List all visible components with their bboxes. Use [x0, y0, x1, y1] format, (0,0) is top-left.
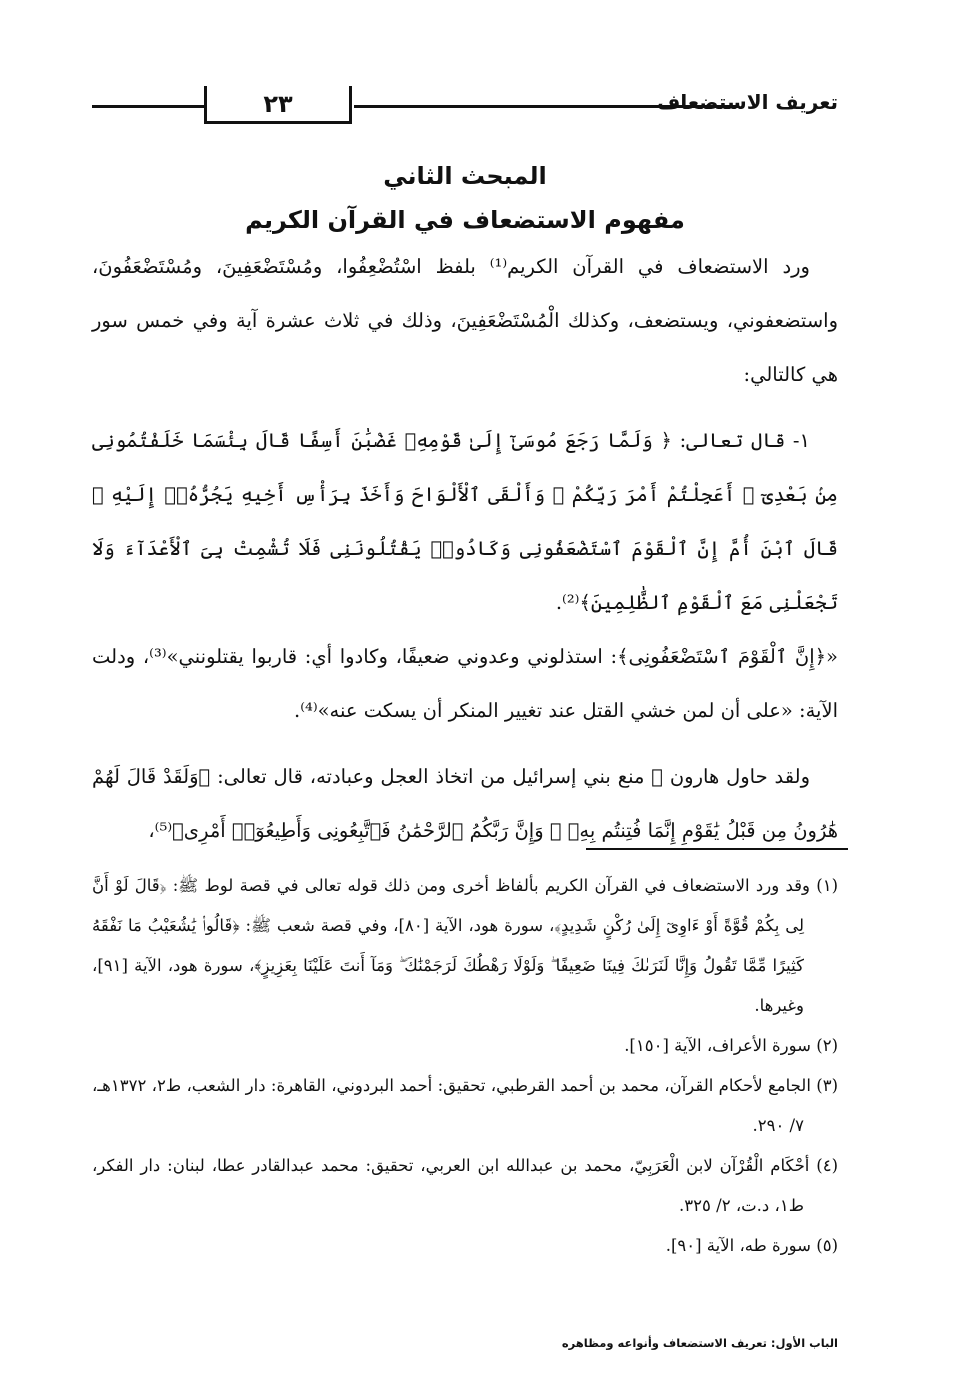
footnotes — [92, 866, 838, 1266]
page-footer: الباب الأول: تعريف الاستضعاف وأنواعه ومظاهره — [561, 1336, 838, 1350]
header-rule-left — [92, 105, 204, 108]
section-subtitle: مفهوم الاستضعاف في القرآن الكريم — [245, 206, 685, 234]
footnote-5: (٥) سورة طه، الآية [٩٠]. — [665, 1236, 838, 1255]
paragraph-tafsir: «﴿إِنَّ ٱلْقَوْمَ ٱسْتَضْعَفُونِى﴾: استذلوني وعدوني ضعيفًا، وكادوا أي: قاربوا يقتلونني»⁽³⁾، ودلت الآية: «على أن لمن خشي القتل عند تغيير المنكر أن يسكت عنه»⁽⁴⁾. — [92, 645, 838, 722]
footnote-separator — [586, 848, 848, 850]
section-title: المبحث الثاني — [383, 162, 547, 190]
main-text — [92, 240, 838, 858]
footnote-4: (٤) أحْكَام الْقُرْآن لابن الْعَرَبِيّ، محمد بن عبدالله ابن العربي، تحقيق: محمد عبدالقادر عطا، لبنان: دار الفكر، ط١، د.ت، ٢/ ٣٢٥. — [92, 1156, 838, 1215]
paragraph-haroun: ولقد حاول هارون ﷺ منع بني إسرائيل من اتخاذ العجل وعبادته، قال تعالى: ﴿وَلَقَدْ قَالَ لَهُمْ هَٰرُونُ مِن قَبْلُ يَٰقَوْمِ إِنَّمَا فُتِنتُم بِهِۦ ۖ وَإِنَّ رَبَّكُمُ ٱلرَّحْمَٰنُ فَٱتَّبِعُونِى وَأَطِيعُوٓا۟ أَمْرِى﴾⁽⁵⁾، — [92, 765, 838, 842]
footnote-3: (٣) الجامع لأحكام القرآن، محمد بن أحمد القرطبي، تحقيق: أحمد البردوني، القاهرة: دار الشعب، ط٢، ١٣٧٢هـ، ٧/ ٢٩٠. — [92, 1076, 838, 1135]
footnote-1: (١) وقد ورد الاستضعاف في القرآن الكريم بألفاظ أخرى ومن ذلك قوله تعالى في قصة لوط ﷺ: ﴿قَالَ لَوْ أَنَّ لِى بِكُمْ قُوَّةً أَوْ ءَاوِىٓ إِلَىٰ رُكْنٍ شَدِيدٍ﴾، سورة هود، الآية [٨٠]، وفي قصة شعب ﷺ: ﴿قَالُوا۟ يَٰشُعَيْبُ مَا نَفْقَهُ كَثِيرًا مِّمَّا تَقُولُ وَإِنَّا لَنَرَىٰكَ فِينَا ضَعِيفًا ۖ وَلَوْلَا رَهْطُكَ لَرَجَمْنَٰكَ ۖ وَمَآ أَنتَ عَلَيْنَا بِعَزِيزٍ﴾، سورة هود، الآية [٩١]، وغيرها. — [92, 876, 838, 1015]
paragraph-intro: ورد الاستضعاف في القرآن الكريم⁽¹⁾ بلفظ اسْتُضْعِفُوا، ومُسْتَضْعَفِينَ، ومُسْتَضْعَفُونَ، واستضعفوني، ويستضعف، وكذلك الْمُسْتَضْعَفِينَ، وذلك في ثلاث عشرة آية وفي خمس سور هي كالتالي: — [92, 255, 838, 386]
page-header — [92, 84, 838, 130]
running-title: تعريف الاستضعاف — [657, 90, 838, 114]
page-number: ٢٣ — [204, 86, 352, 124]
section-headings — [92, 154, 838, 242]
footnote-2: (٢) سورة الأعراف، الآية [١٥٠]. — [624, 1036, 838, 1055]
paragraph-verse-1: ١- قال تعالى: ﴿ وَلَمَّا رَجَعَ مُوسَىٰٓ إِلَىٰ قَوْمِهِۦ غَضْبَٰنَ أَسِفًا قَالَ بِئْسَمَا خَلَفْتُمُونِى مِنۢ بَعْدِىٓ ۖ أَعَجِلْتُمْ أَمْرَ رَبِّكُمْ ۖ وَأَلْقَى ٱلْأَلْوَاحَ وَأَخَذَ بِرَأْسِ أَخِيهِ يَجُرُّهُۥٓ إِلَيْهِ ۚ قَالَ ٱبْنَ أُمَّ إِنَّ ٱلْقَوْمَ ٱسْتَضْعَفُونِى وَكَادُوا۟ يَقْتُلُونَنِى فَلَا تُشْمِتْ بِىَ ٱلْأَعْدَآءَ وَلَا تَجْعَلْنِى مَعَ ٱلْقَوْمِ ٱلظَّٰلِمِينَ﴾⁽²⁾. — [92, 429, 838, 614]
